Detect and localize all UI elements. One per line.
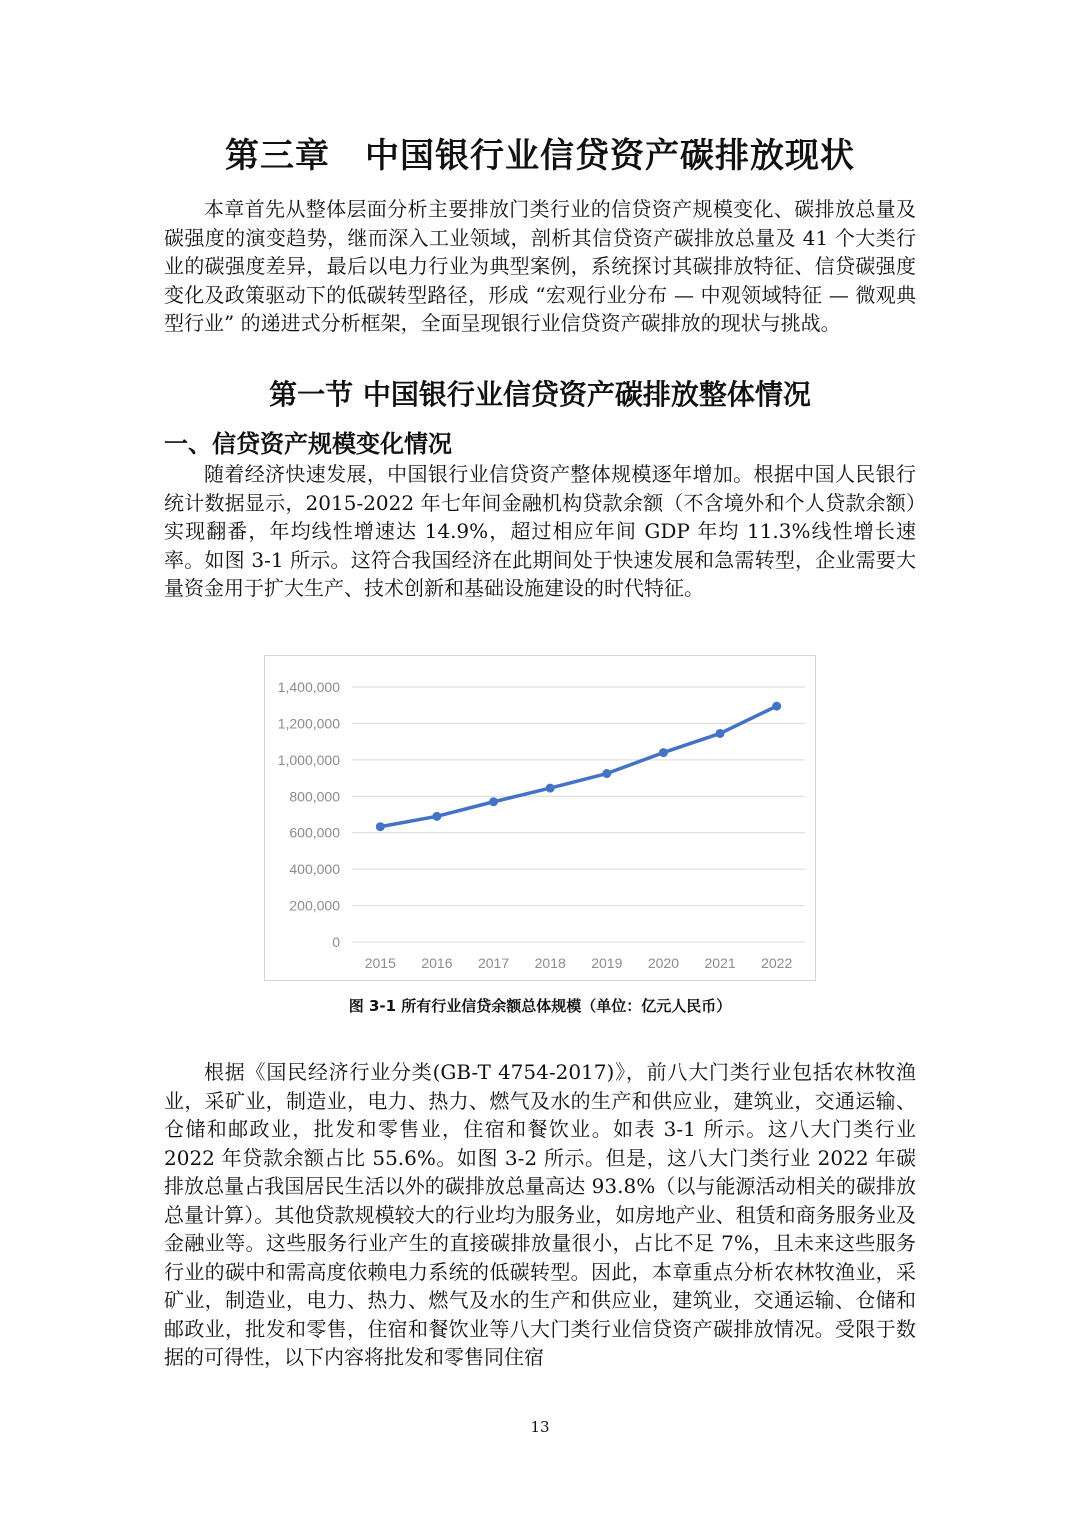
x-tick-label: 2016 [421,955,453,971]
chart-figure-3-1 [264,655,816,981]
data-point [772,702,781,711]
data-point [716,729,725,738]
page-number: 13 [530,1418,550,1436]
data-point [489,797,498,806]
data-point [659,748,668,757]
y-tick-label: 200,000 [289,897,340,914]
body-paragraph-credit-growth: 随着经济快速发展，中国银行业信贷资产整体规模逐年增加。根据中国人民银行统计数据显示，2015-2022 年七年间金融机构贷款余额（不含境外和个人贷款余额）实现翻番，年均线性增速达 14.9%，超过相应年间 GDP 年均 11.3%线性增长速率。如图 3-1 所示。这符合我国经济在此期间处于快速发展和急需转型，企业需要大量资金用于扩大生产、技术创新和基础设施建设的时代特征。 [164,462,916,600]
y-tick-label: 800,000 [289,788,340,805]
figure-caption: 图 3-1 所有行业信贷余额总体规模（单位：亿元人民币） [348,997,732,1015]
y-tick-label: 1,000,000 [277,751,340,768]
data-point [432,812,441,821]
y-tick-label: 0 [332,934,340,950]
subsection-title: 一、信贷资产规模变化情况 [164,429,452,458]
y-tick-label: 600,000 [289,824,340,841]
series-line [380,706,776,827]
data-point [546,784,555,793]
x-tick-label: 2017 [477,955,510,971]
x-tick-label: 2019 [591,955,623,971]
y-tick-label: 400,000 [289,861,340,878]
y-tick-label: 1,400,000 [277,679,340,695]
body-paragraph-industry-classification: 根据《国民经济行业分类(GB-T 4754-2017)》，前八大门类行业包括农林牧渔业，采矿业，制造业，电力、热力、燃气及水的生产和供应业，建筑业，交通运输、仓储和邮政业，批发和零售业，住宿和餐饮业。如表 3-1 所示。这八大门类行业 2022 年贷款余额占比 55.6%。如图 3-2 所示。但是，这八大门类行业 2022 年碳排放总量占我国居民生活以外的碳排放总量高达 93.8%（以与能源活动相关的碳排放总量计算）。其他贷款规模较大的行业均为服务业，如房地产业、租赁和商务服务业及金融业等。这些服务行业产生的直接碳排放量很小，占比不足 7%，且未来这些服务行业的碳中和需高度依赖电力系统的低碳转型。因此，本章重点分析农林牧渔业，采矿业，制造业，电力、热力、燃气及水的生产和供应业，建筑业，交通运输、仓储和邮政业，批发和零售，住宿和餐饮业等八大门类行业信贷资产碳排放情况。受限于数据的可得性，以下内容将批发和零售同住宿 [164,1060,916,1369]
intro-paragraph: 本章首先从整体层面分析主要排放门类行业的信贷资产规模变化、碳排放总量及碳强度的演变趋势，继而深入工业领域，剖析其信贷资产碳排放总量及 41 个大类行业的碳强度差异，最后以电力行业为典型案例，系统探讨其碳排放特征、信贷碳强度变化及政策驱动下的低碳转型路径，形成 “宏观行业分布 — 中观领域特征 — 微观典型行业” 的递进式分析框架，全面呈现银行业信贷资产碳排放的现状与挑战。 [164,197,916,335]
x-tick-label: 2022 [761,955,793,971]
x-tick-label: 2018 [534,955,566,971]
x-tick-label: 2020 [647,955,680,971]
section-title: 第一节 中国银行业信贷资产碳排放整体情况 [269,378,811,411]
y-tick-label: 1,200,000 [277,715,340,732]
data-point [376,822,385,831]
chapter-title: 第三章 中国银行业信贷资产碳排放现状 [225,136,855,176]
x-tick-label: 2021 [704,955,736,971]
data-point [602,769,611,778]
x-tick-label: 2015 [364,955,396,971]
line-chart [265,656,815,980]
